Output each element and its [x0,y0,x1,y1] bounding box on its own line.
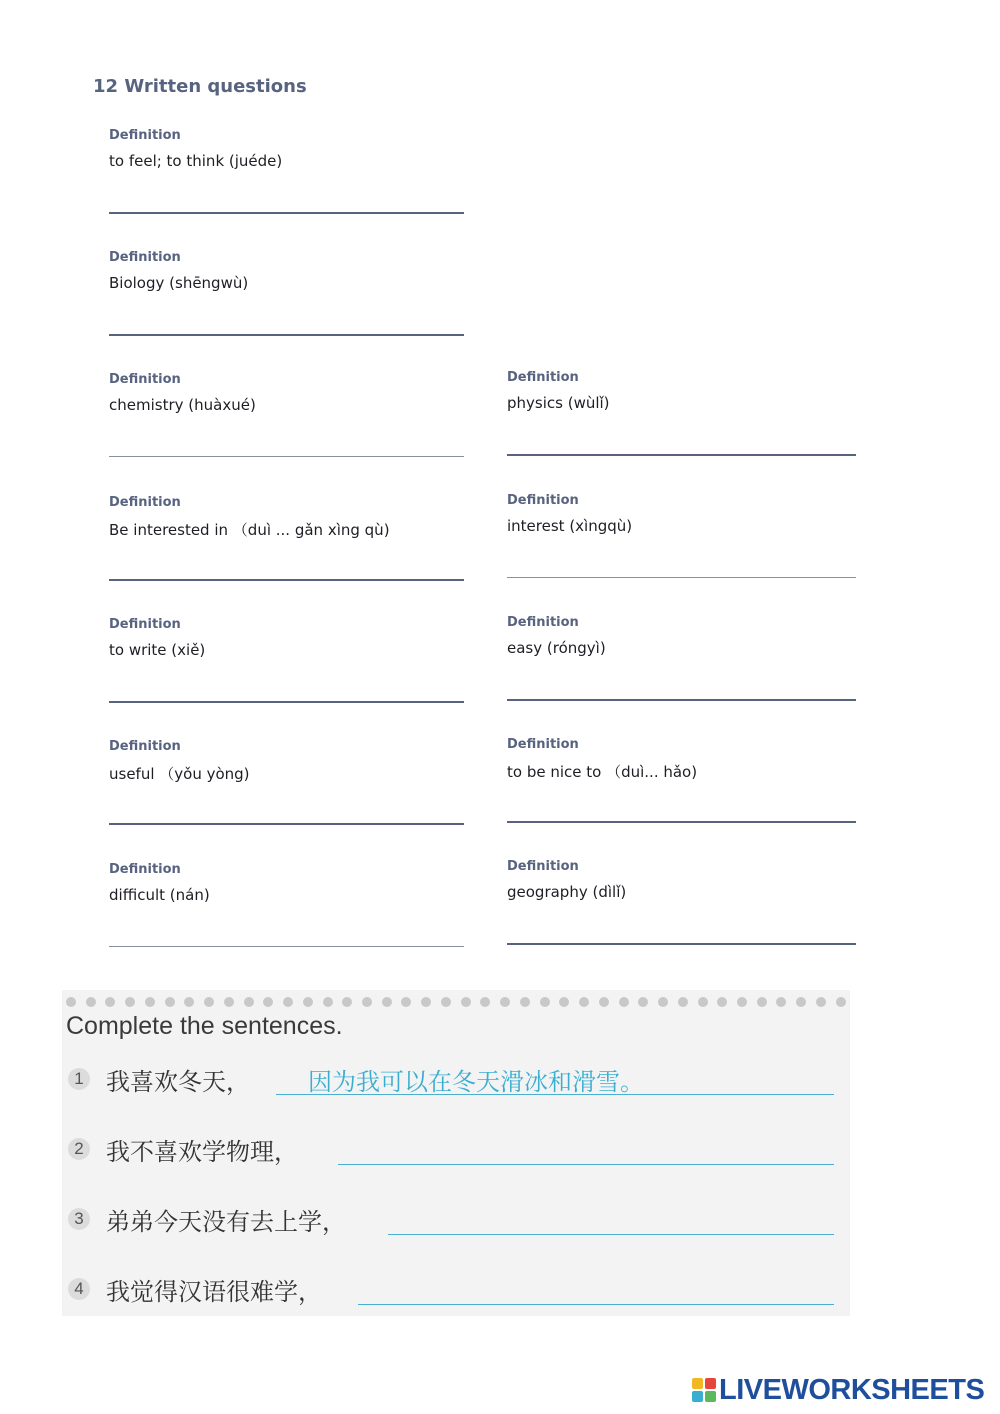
divider-dot [342,997,352,1007]
divider-dot [559,997,569,1007]
answer-input-line[interactable] [507,821,856,823]
divider-dot [66,997,76,1007]
question-term: Be interested in （duì ... gǎn xìng qù) [109,521,390,539]
divider-dot [520,997,530,1007]
question-card [507,370,856,470]
liveworksheets-logo [692,1374,984,1406]
question-term: to feel; to think (juéde) [109,152,283,170]
divider-dot [619,997,629,1007]
answer-input-line[interactable] [109,946,464,947]
question-term: physics (wùlǐ) [507,394,610,412]
answer-input-line[interactable] [109,212,464,214]
question-label: Definition [507,493,579,508]
answer-input-line[interactable] [109,456,464,457]
answer-input-line[interactable] [507,454,856,456]
divider-dot [323,997,333,1007]
divider-dot [244,997,254,1007]
question-term: easy (róngyì) [507,639,606,657]
question-label: Definition [507,615,579,630]
divider-dot [382,997,392,1007]
logo-icon [692,1378,716,1402]
item-number-badge: 1 [68,1068,90,1090]
sentence-row [62,1272,850,1322]
divider-dot [184,997,194,1007]
divider-dot [836,997,846,1007]
logo-text: LIVEWORKSHEETS [719,1373,985,1406]
question-card [109,617,464,717]
exercise-title: Complete the sentences. [66,1012,343,1040]
question-card [109,862,464,962]
divider-dot [421,997,431,1007]
sentence-prompt: 我喜欢冬天， [106,1068,250,1096]
divider-dot [165,997,175,1007]
question-label: Definition [109,495,181,510]
divider-dot [658,997,668,1007]
item-number-badge: 2 [68,1138,90,1160]
answer-input-line[interactable] [109,823,464,825]
question-card [109,495,464,595]
question-label: Definition [109,862,181,877]
question-term: to write (xiě) [109,641,206,659]
divider-dot [638,997,648,1007]
divider-dot [796,997,806,1007]
divider-dot [579,997,589,1007]
divider-dot [86,997,96,1007]
question-label: Definition [507,859,579,874]
item-number-badge: 4 [68,1278,90,1300]
answer-input-line[interactable] [507,943,856,945]
question-term: useful （yǒu yòng) [109,765,250,783]
question-label: Definition [109,250,181,265]
question-term: Biology (shēngwù) [109,274,249,292]
question-term: interest (xìngqù) [507,517,633,535]
divider-dot [303,997,313,1007]
divider-dot [401,997,411,1007]
divider-dot [125,997,135,1007]
question-card [507,615,856,715]
divider-dot [776,997,786,1007]
question-card [109,128,464,228]
divider-dot [816,997,826,1007]
sentence-answer-input[interactable]: 因为我可以在冬天滑冰和滑雪。 [308,1068,644,1096]
answer-underline [358,1304,834,1305]
sentence-row [62,1132,850,1182]
question-label: Definition [507,737,579,752]
item-number-badge: 3 [68,1208,90,1230]
divider-dot [145,997,155,1007]
sentence-prompt: 我不喜欢学物理， [106,1138,298,1166]
answer-underline [388,1234,834,1235]
question-label: Definition [507,370,579,385]
divider-dot [540,997,550,1007]
divider-dot [362,997,372,1007]
divider-dot [737,997,747,1007]
sentence-prompt: 我觉得汉语很难学， [106,1278,322,1306]
question-label: Definition [109,128,181,143]
question-term: chemistry (huàxué) [109,396,256,414]
divider-dot [441,997,451,1007]
question-card [109,250,464,350]
question-card [109,372,464,472]
divider-dot [105,997,115,1007]
divider-dot [263,997,273,1007]
answer-input-line[interactable] [109,579,464,581]
answer-input-line[interactable] [109,701,464,703]
divider-dot [224,997,234,1007]
question-term: geography (dìlǐ) [507,883,627,901]
question-label: Definition [109,372,181,387]
divider-dot [757,997,767,1007]
answer-input-line[interactable] [109,334,464,336]
divider-dot [698,997,708,1007]
question-term: difficult (nán) [109,886,210,904]
divider-dot [204,997,214,1007]
answer-underline [276,1094,834,1095]
divider-dot [461,997,471,1007]
sentence-exercise-panel [62,990,850,1316]
answer-input-line[interactable] [507,699,856,701]
question-label: Definition [109,739,181,754]
question-card [507,737,856,837]
question-card [109,739,464,839]
question-term: to be nice to （duì... hǎo) [507,763,698,781]
question-card [507,493,856,593]
question-card [507,859,856,959]
sentence-row [62,1062,850,1112]
sentence-prompt: 弟弟今天没有去上学， [106,1208,346,1236]
divider-dot [283,997,293,1007]
divider-dot [480,997,490,1007]
question-label: Definition [109,617,181,632]
sentence-row [62,1202,850,1252]
dotted-divider [62,996,850,1008]
divider-dot [500,997,510,1007]
divider-dot [599,997,609,1007]
answer-underline [338,1164,834,1165]
divider-dot [678,997,688,1007]
divider-dot [717,997,727,1007]
answer-input-line[interactable] [507,577,856,578]
page-title: 12 Written questions [93,76,307,97]
